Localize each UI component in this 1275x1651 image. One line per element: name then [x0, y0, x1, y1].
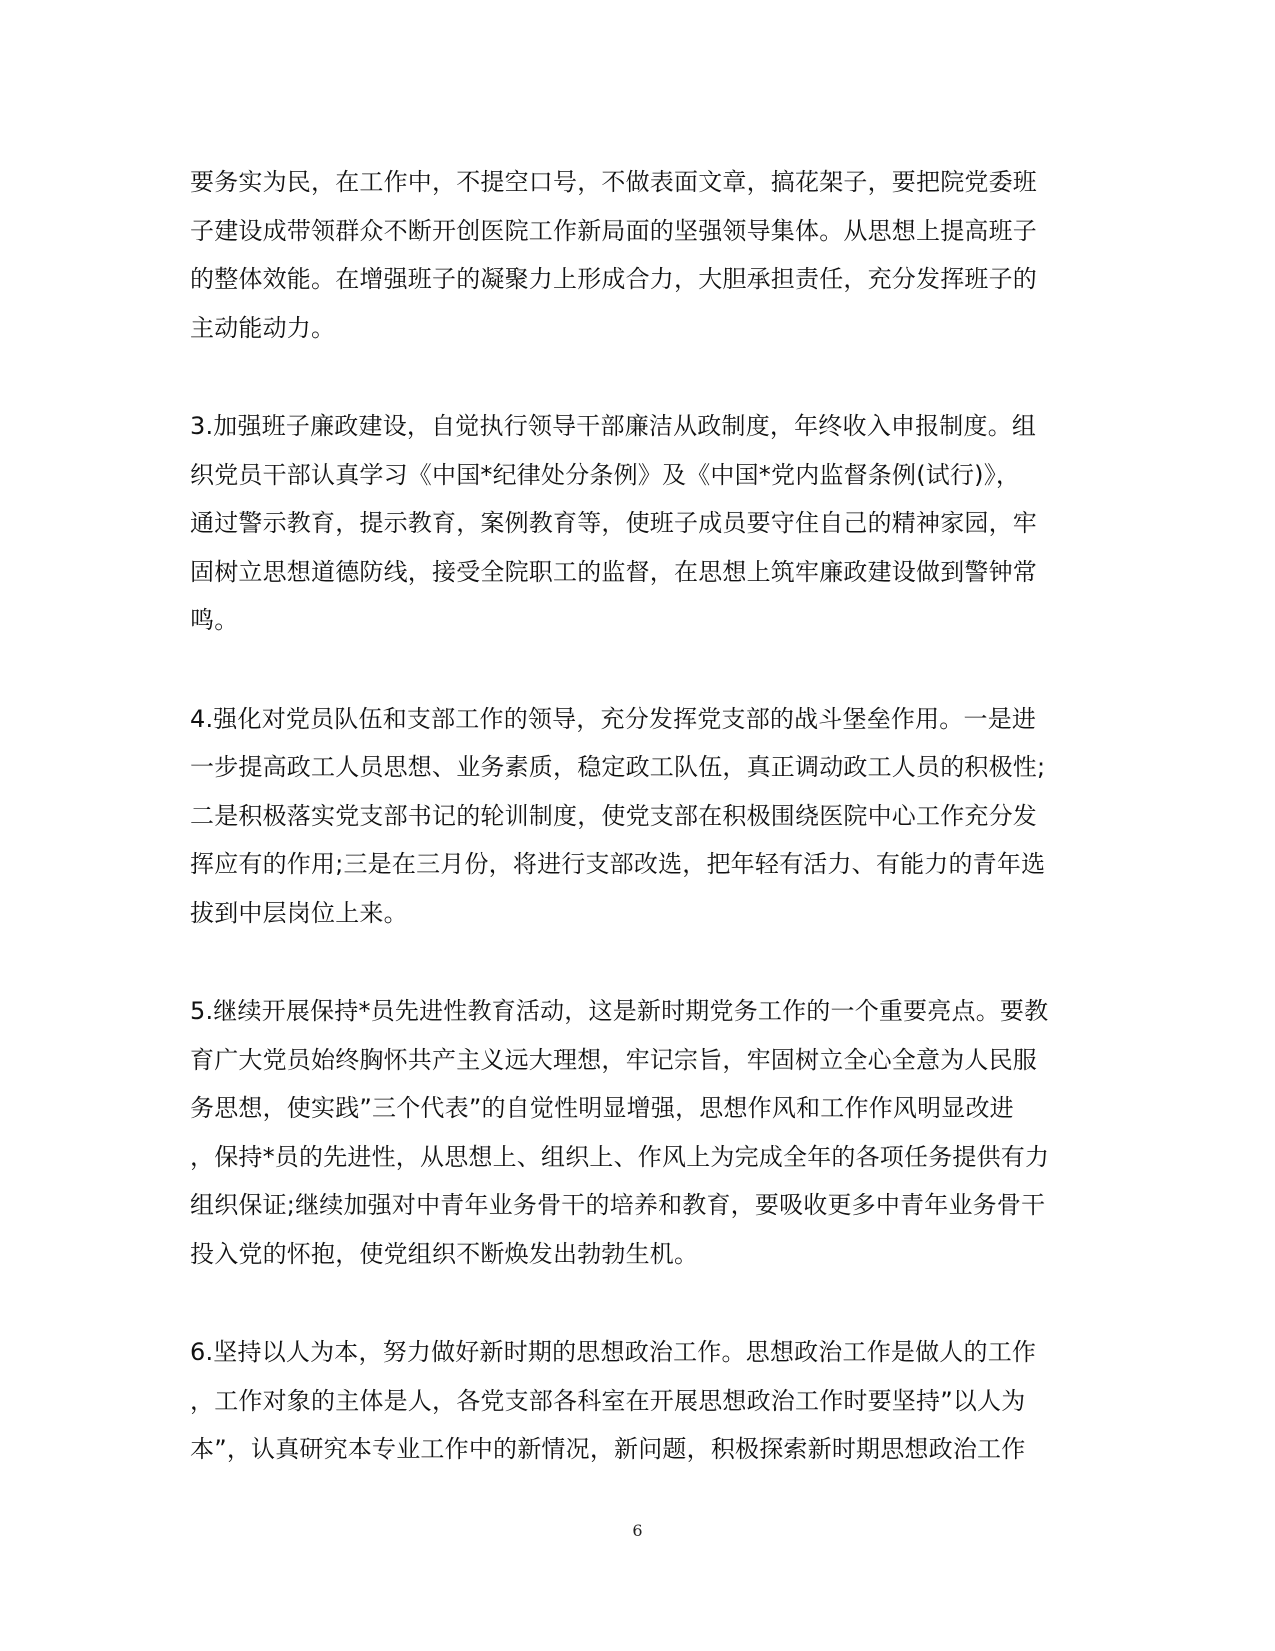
document-body [190, 158, 1088, 1524]
text-line: 6.坚持以人为本，努力做好新时期的思想政治工作。思想政治工作是做人的工作 [190, 1338, 1037, 1366]
page-number: 6 [632, 1521, 643, 1540]
text-line: 要务实为民，在工作中，不提空口号，不做表面文章，搞花架子，要把院党委班 [190, 168, 1037, 196]
text-line: 3.加强班子廉政建设，自觉执行领导干部廉洁从政制度，年终收入申报制度。组 [190, 412, 1037, 440]
paragraph-2 [190, 402, 1088, 645]
text-line: ，工作对象的主体是人，各党支部各科室在开展思想政治工作时要坚持”以人为 [190, 1386, 1026, 1415]
paragraph-3 [190, 695, 1088, 938]
text-line: 鸣。 [190, 606, 239, 634]
text-line: 本”，认真研究本专业工作中的新情况，新问题，积极探索新时期思想政治工作 [190, 1435, 1026, 1463]
text-line: 子建设成带领群众不断开创医院工作新局面的坚强领导集体。从思想上提高班子 [190, 216, 1037, 245]
text-line: 一步提高政工人员思想、业务素质，稳定政工队伍，真正调动政工人员的积极性; [190, 753, 1046, 781]
text-line: 投入党的怀抱，使党组织不断焕发出勃勃生机。 [190, 1239, 699, 1268]
text-line: 组织保证;继续加强对中青年业务骨干的培养和教育，要吸收更多中青年业务骨干 [190, 1191, 1046, 1219]
text-line: 固树立思想道德防线，接受全院职工的监督，在思想上筑牢廉政建设做到警钟常 [190, 557, 1037, 586]
text-line: 主动能动力。 [190, 313, 336, 342]
text-line: 拔到中层岗位上来。 [190, 898, 408, 927]
paragraph-4 [190, 987, 1088, 1278]
text-line: 育广大党员始终胸怀共产主义远大理想，牢记宗旨，牢固树立全心全意为人民服 [190, 1045, 1037, 1074]
text-line: 挥应有的作用;三是在三月份，将进行支部改选，把年轻有活力、有能力的青年选 [190, 850, 1046, 878]
text-line: 织党员干部认真学习《中国*纪律处分条例》及《中国*党内监督条例(试行)》， [190, 460, 1021, 489]
text-line: 二是积极落实党支部书记的轮训制度，使党支部在积极围绕医院中心工作充分发 [190, 801, 1037, 830]
paragraph-1 [190, 158, 1088, 352]
text-line: 5.继续开展保持*员先进性教育活动，这是新时期党务工作的一个重要亮点。要教 [190, 997, 1049, 1025]
text-line: 通过警示教育，提示教育，案例教育等，使班子成员要守住自己的精神家园，牢 [190, 509, 1037, 537]
text-line: 的整体效能。在增强班子的凝聚力上形成合力，大胆承担责任，充分发挥班子的 [190, 265, 1037, 293]
text-line: 4.强化对党员队伍和支部工作的领导，充分发挥党支部的战斗堡垒作用。一是进 [190, 704, 1037, 733]
text-line: ，保持*员的先进性，从思想上、组织上、作风上为完成全年的各项任务提供有力 [190, 1142, 1050, 1171]
paragraph-5 [190, 1328, 1088, 1474]
text-line: 务思想，使实践”三个代表”的自觉性明显增强，思想作风和工作作风明显改进 [190, 1094, 1014, 1122]
